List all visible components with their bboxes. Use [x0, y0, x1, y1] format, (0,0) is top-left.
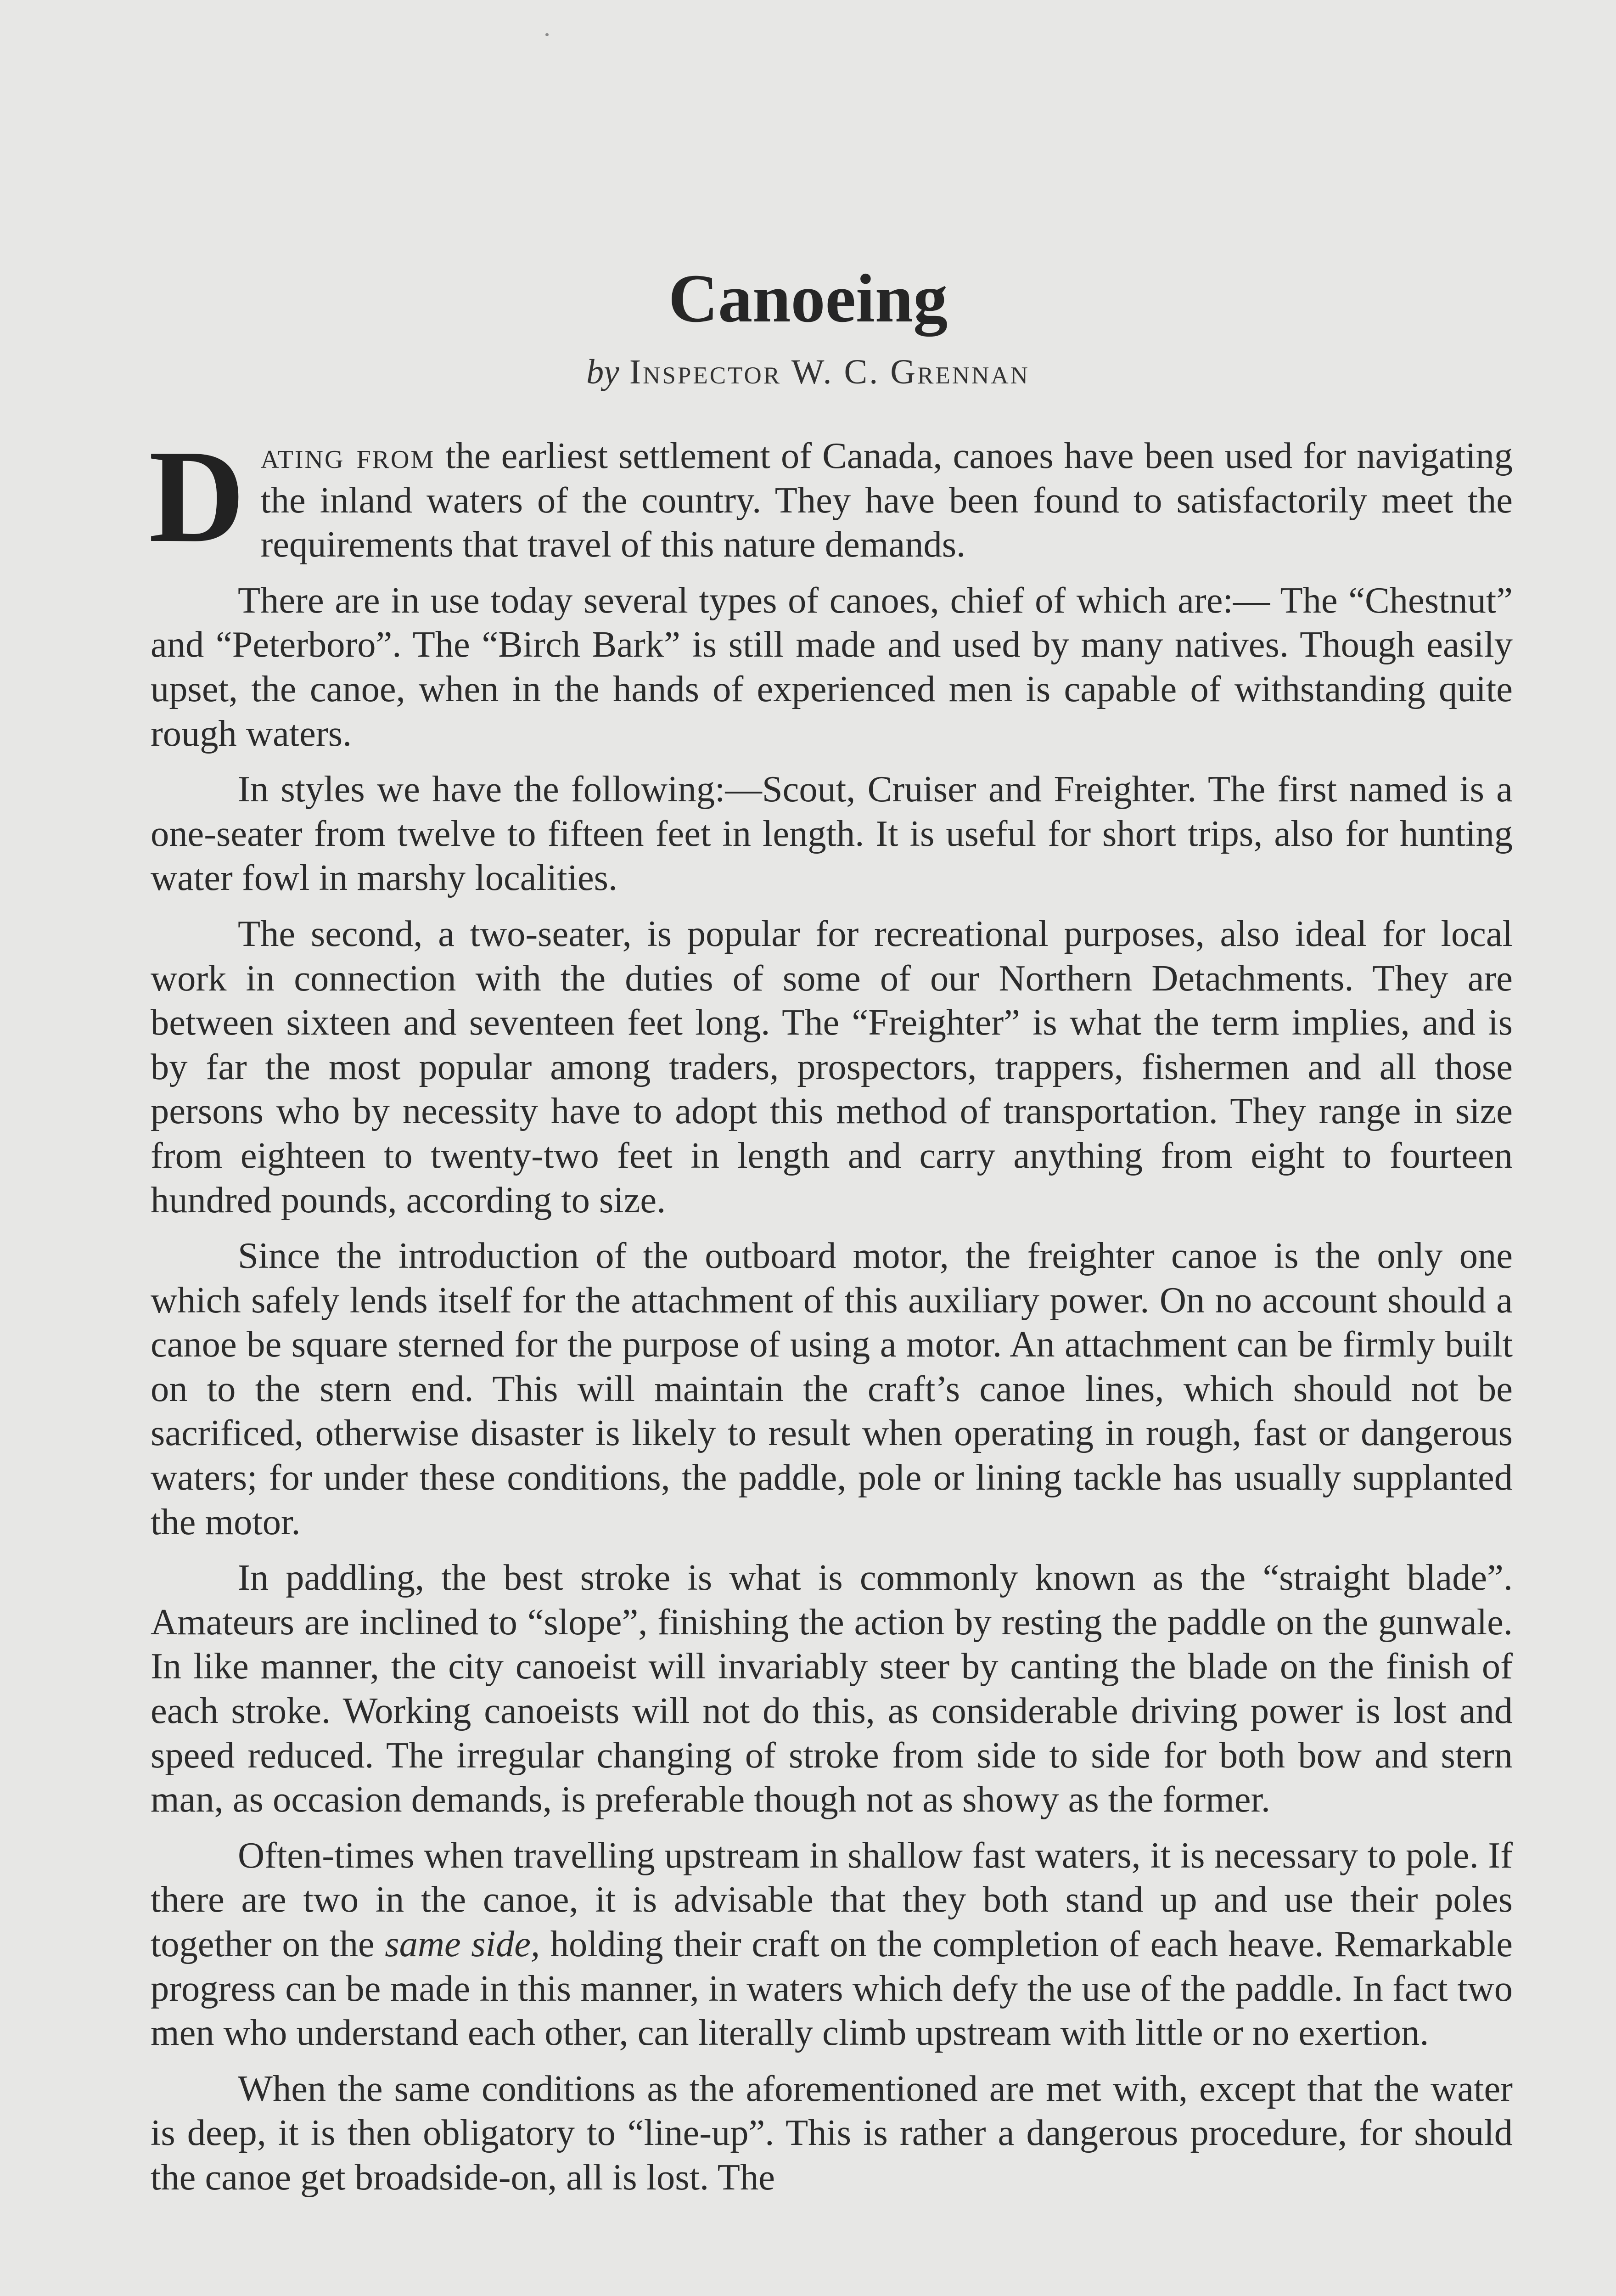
scan-speck [545, 33, 549, 36]
drop-cap: D [149, 422, 245, 570]
paragraph-1-text: the earliest settlement of Canada, canoes have been used for navigating the inland waters of the country. They have been found to satisfactorily meet the requirements that travel of this nature demands. [260, 435, 1513, 565]
paragraph-5: Since the introduction of the outboard motor, the freighter canoe is the only one which safely lends itself for the attachment of this auxiliary power. On no account should a canoe be square sterned for the purpose of using a motor. An attachment can be firmly built on to the stern end. This will maintain the craft’s canoe lines, which should not be sacrificed, otherwise disaster is likely to result when operating in rough, fast or dangerous waters; for under these conditions, the paddle, pole or lining tackle has usually supplanted the motor. [151, 1235, 1513, 1542]
byline [0, 349, 1616, 395]
paragraph-4: The second, a two-seater, is popular for recreational purposes, also ideal for local work in connection with the duties of some of our Northern Detachments. They are between sixteen and seventeen feet long. The “Freighter” is what the term implies, and is by far the most popular among traders, prospectors, trappers, fishermen and all those persons who by necessity have to adopt this method of transportation. They range in size from eighteen to twenty-two feet in length and carry anything from eight to fourteen hundred pounds, according to size. [151, 913, 1513, 1221]
paragraph-7-italic: same side, [385, 1924, 540, 1964]
article-title: Canoeing [668, 260, 948, 337]
paragraph-7-text-a: Often-times when travelling upstream in shallow fast waters, it is necessary to pole. If there are two in the canoe, it is advisable that they both stand up and use their poles together on the [151, 1835, 1513, 1964]
article-body [149, 422, 1513, 2212]
paragraph-1 [149, 422, 1513, 570]
paragraph-3: In styles we have the following:—Scout, Cruiser and Freighter. The first named is a one-seater from twelve to fifteen feet in length. It is useful for short trips, also for hunting water fowl in marshy localities. [151, 769, 1513, 899]
paragraph-6: In paddling, the best stroke is what is commonly known as the “straight blade”. Amateurs are inclined to “slope”, finishing the action by resting the paddle on the gunwale. In like manner, the city canoeist will invariably steer by canting the blade on the finish of each stroke. Working canoeists will not do this, as considerable driving power is lost and speed reduced. The irregular changing of stroke from side to side for both bow and stern man, as occasion demands, is preferable though not as showy as the former. [151, 1557, 1513, 1820]
paragraph-8: When the same conditions as the aforementioned are met with, except that the water is deep, it is then obligatory to “line-up”. This is rather a dangerous procedure, for should the canoe get broadside-on, all is lost. The [151, 2068, 1513, 2198]
author-name: Inspector W. C. Grennan [629, 353, 1030, 391]
byline-prefix: by [586, 353, 619, 391]
paragraph-7-text-b: holding their craft on the completion of each heave. Remarkable progress can be made in this manner, in waters which defy the use of the paddle. In fact two men who understand each other, can literally climb upstream with little or no exertion. [151, 1924, 1513, 2054]
paragraph-2: There are in use today several types of canoes, chief of which are:— The “Chestnut” and “Peterboro”. The “Birch Bark” is still made and used by many natives. Though easily upset, the canoe, when in the hands of experienced men is capable of withstanding quite rough waters. [151, 580, 1513, 754]
paragraph-7 [151, 1834, 1513, 2055]
lead-in-smallcaps: ating from [260, 435, 435, 476]
